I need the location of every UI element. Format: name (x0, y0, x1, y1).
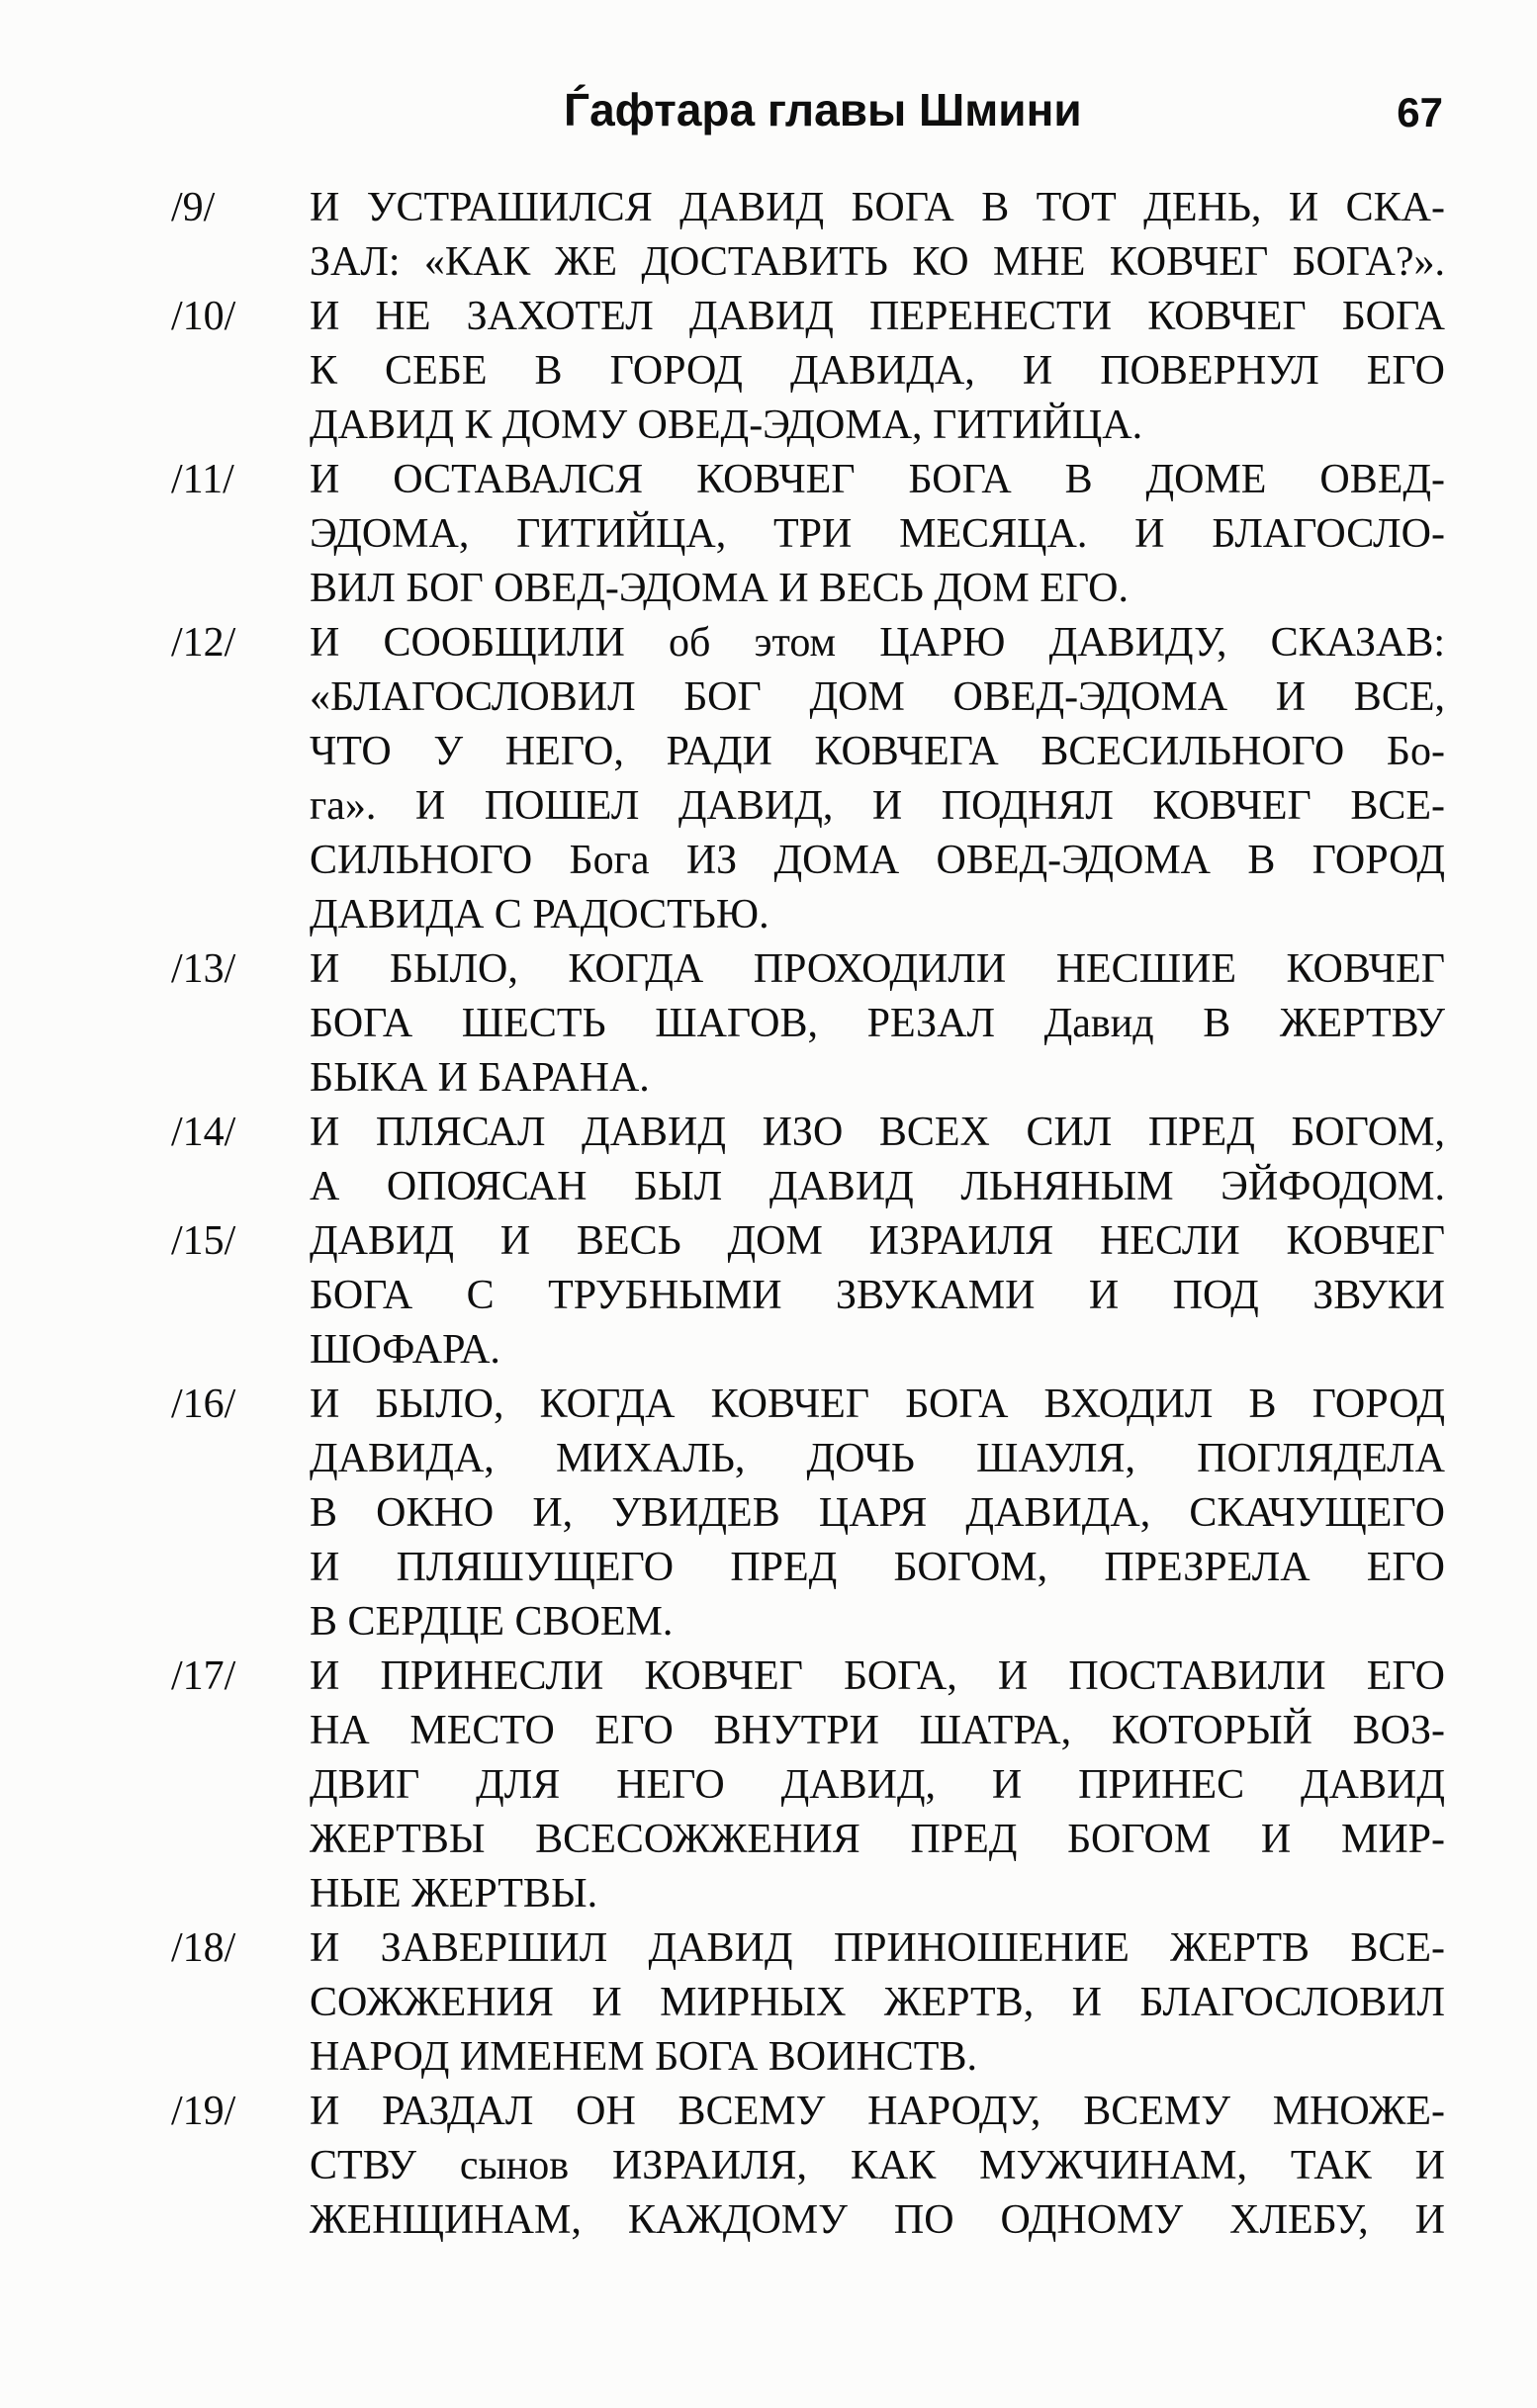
verse-number: /16/ (171, 1382, 236, 1427)
verse-line: ВИЛ БОГ ОВЕД-ЭДОМА И ВЕСЬ ДОМ ЕГО. (310, 566, 1129, 611)
verse-number: /13/ (171, 946, 236, 992)
verse-line: СТВУ сынов ИЗРАИЛЯ, КАК МУЖЧИНАМ, ТАК И (310, 2143, 1445, 2188)
verse (171, 181, 1445, 290)
verse (171, 453, 1445, 616)
verse-line: ЭДОМА, ГИТИЙЦА, ТРИ МЕСЯЦА. И БЛАГОСЛО- (310, 511, 1445, 557)
verse-line: ШОФАРА. (310, 1327, 500, 1373)
verse-number: /15/ (171, 1218, 236, 1264)
verse-line: га». И ПОШЕЛ ДАВИД, И ПОДНЯЛ КОВЧЕГ ВСЕ- (310, 783, 1445, 829)
verse-line: И СООБЩИЛИ об этом ЦАРЮ ДАВИДУ, СКАЗАВ: (310, 620, 1445, 666)
verse-line: НА МЕСТО ЕГО ВНУТРИ ШАТРА, КОТОРЫЙ ВОЗ- (310, 1708, 1445, 1753)
verse (171, 1921, 1445, 2085)
verse-line: СОЖЖЕНИЯ И МИРНЫХ ЖЕРТВ, И БЛАГОСЛОВИЛ (310, 1980, 1445, 2025)
verse-number: /12/ (171, 620, 236, 666)
verse-line: НАРОД ИМЕНЕМ БОГА ВОИНСТВ. (310, 2034, 977, 2080)
verse-line: СИЛЬНОГО Бога ИЗ ДОМА ОВЕД-ЭДОМА В ГОРОД (310, 838, 1445, 883)
verse (171, 1214, 1445, 1378)
verse-number: /11/ (171, 457, 234, 502)
verse-line: И ПЛЯШУЩЕГО ПРЕД БОГОМ, ПРЕЗРЕЛА ЕГО (310, 1545, 1445, 1590)
verse-line: И БЫЛО, КОГДА ПРОХОДИЛИ НЕСШИЕ КОВЧЕГ (310, 946, 1445, 992)
verse-line: И ПЛЯСАЛ ДАВИД ИЗО ВСЕХ СИЛ ПРЕД БОГОМ, (310, 1110, 1445, 1155)
verse (171, 2085, 1445, 2248)
verse-line: БОГА С ТРУБНЫМИ ЗВУКАМИ И ПОД ЗВУКИ (310, 1273, 1445, 1318)
verse-line: НЫЕ ЖЕРТВЫ. (310, 1871, 598, 1917)
verse-line: ЧТО У НЕГО, РАДИ КОВЧЕГА ВСЕСИЛЬНОГО Бо- (310, 729, 1445, 774)
verse (171, 290, 1445, 453)
verse-line: И ЗАВЕРШИЛ ДАВИД ПРИНОШЕНИЕ ЖЕРТВ ВСЕ- (310, 1925, 1445, 1971)
verse-line: ДАВИД К ДОМУ ОВЕД-ЭДОМА, ГИТИЙЦА. (310, 402, 1143, 448)
verse-number: /19/ (171, 2089, 236, 2134)
verse-line: ДАВИДА, МИХАЛЬ, ДОЧЬ ШАУЛЯ, ПОГЛЯДЕЛА (310, 1436, 1445, 1481)
verse-line: БЫКА И БАРАНА. (310, 1055, 650, 1101)
page-number: 67 (1397, 89, 1443, 135)
verse (171, 1378, 1445, 1650)
chapter-title: Ѓафтара главы Шмини (564, 84, 1082, 135)
verse-line: В СЕРДЦЕ СВОЕМ. (310, 1599, 674, 1645)
verse-number: /17/ (171, 1653, 236, 1699)
verse-line: ЗАЛ: «КАК ЖЕ ДОСТАВИТЬ КО МНЕ КОВЧЕГ БОГА?». (310, 239, 1445, 285)
verse-line: ДВИГ ДЛЯ НЕГО ДАВИД, И ПРИНЕС ДАВИД (310, 1762, 1445, 1808)
haftara-text-block (171, 181, 1445, 2248)
verse-line: «БЛАГОСЛОВИЛ БОГ ДОМ ОВЕД-ЭДОМА И ВСЕ, (310, 674, 1445, 720)
verse-line: ЖЕРТВЫ ВСЕСОЖЖЕНИЯ ПРЕД БОГОМ И МИР- (310, 1817, 1445, 1862)
verse (171, 1106, 1445, 1214)
verse (171, 616, 1445, 942)
verse-line: ДАВИД И ВЕСЬ ДОМ ИЗРАИЛЯ НЕСЛИ КОВЧЕГ (310, 1218, 1445, 1264)
verse-line: БОГА ШЕСТЬ ШАГОВ, РЕЗАЛ Давид В ЖЕРТВУ (310, 1001, 1445, 1046)
page-header (0, 0, 1537, 168)
verse-line: И УСТРАШИЛСЯ ДАВИД БОГА В ТОТ ДЕНЬ, И СКА- (310, 185, 1445, 230)
verse-number: /9/ (171, 185, 216, 230)
verse-line: А ОПОЯСАН БЫЛ ДАВИД ЛЬНЯНЫМ ЭЙФОДОМ. (310, 1164, 1445, 1209)
verse-line: В ОКНО И, УВИДЕВ ЦАРЯ ДАВИДА, СКАЧУЩЕГО (310, 1490, 1445, 1536)
verse-line: И ПРИНЕСЛИ КОВЧЕГ БОГА, И ПОСТАВИЛИ ЕГО (310, 1653, 1445, 1699)
verse-line: И РАЗДАЛ ОН ВСЕМУ НАРОДУ, ВСЕМУ МНОЖЕ- (310, 2089, 1445, 2134)
verse-number: /10/ (171, 294, 236, 339)
verse-number: /18/ (171, 1925, 236, 1971)
verse-number: /14/ (171, 1110, 236, 1155)
verse-line: И БЫЛО, КОГДА КОВЧЕГ БОГА ВХОДИЛ В ГОРОД (310, 1382, 1445, 1427)
verse-line: К СЕБЕ В ГОРОД ДАВИДА, И ПОВЕРНУЛ ЕГО (310, 348, 1445, 394)
verse-line: ЖЕНЩИНАМ, КАЖДОМУ ПО ОДНОМУ ХЛЕБУ, И (310, 2197, 1445, 2243)
verse (171, 1650, 1445, 1921)
verse-line: ДАВИДА С РАДОСТЬЮ. (310, 892, 769, 937)
verse (171, 942, 1445, 1106)
verse-line: И ОСТАВАЛСЯ КОВЧЕГ БОГА В ДОМЕ ОВЕД- (310, 457, 1445, 502)
verse-line: И НЕ ЗАХОТЕЛ ДАВИД ПЕРЕНЕСТИ КОВЧЕГ БОГА (310, 294, 1445, 339)
